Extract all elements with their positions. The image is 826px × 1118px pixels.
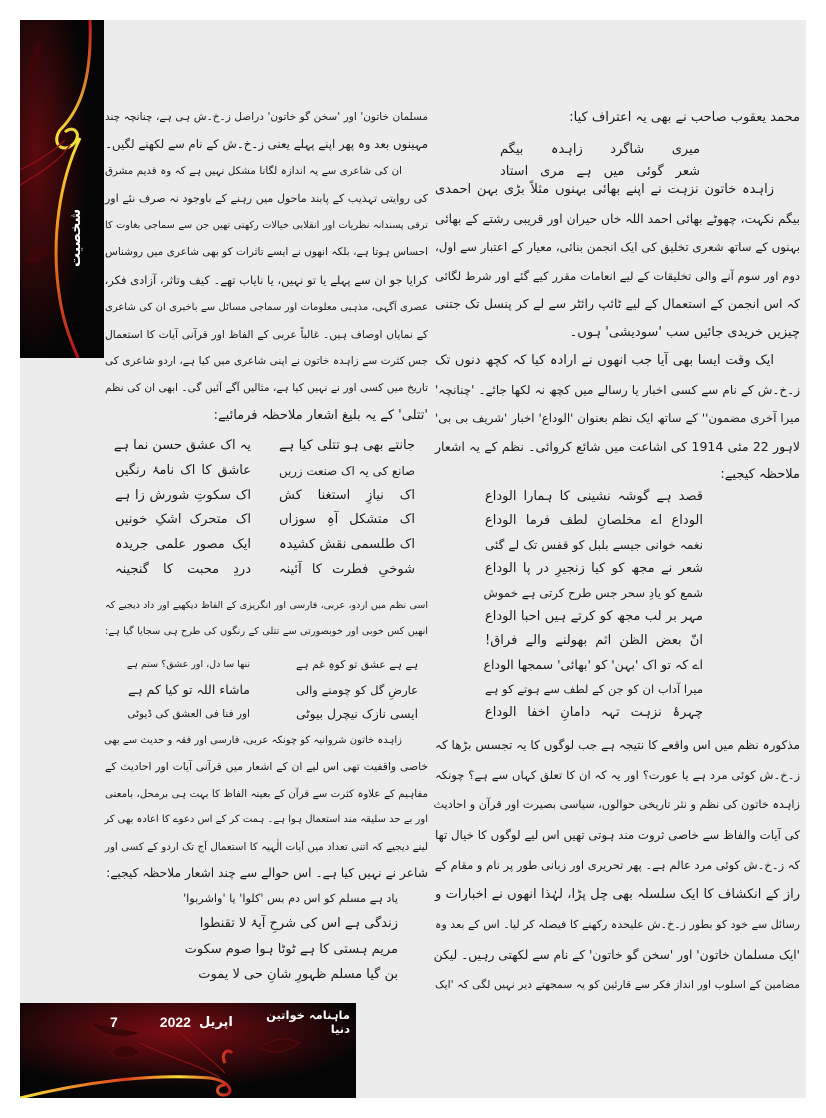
verse-first-hemistich: جانتے بھی ہو تتلی کیا ہے [279, 438, 415, 453]
text-line: دوم اور سوم آنے والی تخلیقات کے لیے انعامات مقرر کیے گئے اور شرط لگائی [435, 268, 800, 283]
verse-line [115, 459, 415, 484]
text-line: راز کے انکشاف کا ایک سلسلہ بھی چل پڑا، لہٰذا انھوں نے اخبارات و [435, 887, 800, 902]
text-line: مفاہیم کے علاوہ کثرت سے قرآن کے بعینہ الفاظ کا بہت ہی برمحل، بامعنی [105, 787, 428, 800]
right-column-poem [485, 485, 703, 725]
left-column-poem-2 [128, 653, 418, 727]
verse-line: میری شاگرد زاہدہ بیگم [500, 142, 700, 157]
section-label: شخصیت [68, 208, 84, 268]
text-line: لینے دیجیے کہ اتنی تعداد میں آیات الٰہیہ کا استعمال آج تک اردو کے کسی اور [105, 840, 428, 853]
verse-first-hemistich: اک طلسمی نقش کشیدہ [279, 537, 415, 553]
text-line: ترقی پسندانہ نظریات اور انقلابی خیالات رکھتی تھیں جن سے سماجی بغاوت کا [105, 220, 428, 232]
verse-line: اے کہ تو اک 'بہن' کو 'بھائی' سمجھا الوداع [483, 657, 703, 672]
verse-second-hemistich: اک متحرک اشکِ خونیں [115, 512, 251, 528]
verse-second-hemistich: ننھا سا دل، اور عشق؟ ستم ہے [126, 659, 250, 670]
right-column-paragraph-1 [435, 176, 800, 490]
left-column-paragraph-1 [105, 104, 428, 429]
text-line: ایک وقت ایسا بھی آیا جب انھوں نے ارادہ کیا کہ کچھ دنوں تک [435, 353, 774, 368]
text-line: عصری آگہی، مذہبی معلومات اور سماجی مسائل سے باخبری ان کی شاعری [105, 301, 428, 313]
verse-line [115, 508, 415, 533]
left-column-poem-3 [180, 886, 398, 987]
verse-line [128, 702, 418, 727]
verse-line: مریم ہستی کا ہے ٹوٹا ہوا صوم سکوت [184, 941, 398, 957]
text-line: زاہدہ خاتون شروانیہ کو چونکہ عربی، فارسی اور فقہ و حدیث سے بھی [103, 735, 402, 746]
verse-first-hemistich: عارضِ گل کو چومنے والی [296, 682, 418, 697]
verse-first-hemistich: شوخیِ فطرت کا آئینہ [279, 561, 415, 577]
text-line: چیزیں خریدی جائیں سب 'سودیشی' ہوں۔ [569, 324, 800, 340]
right-column-paragraph-2 [435, 730, 800, 1000]
text-line: خاصی واقفیت تھی اس لیے ان کے اشعار میں قرآنی آیات اور احادیث کے [105, 760, 428, 774]
text-line: 'تتلی' کے یہ بلیغ اشعار ملاحظہ فرمائیے: [213, 408, 428, 424]
verse-second-hemistich: ایک مصور علمی جریدہ [115, 537, 251, 553]
verse-line: قصد ہے گوشہ نشینی کا ہمارا الوداع [485, 489, 703, 504]
verse-line [115, 558, 415, 583]
verse-second-hemistich: اور فنا فی العشق کی ڈیوٹی [127, 708, 250, 720]
text-line: شاعر نے نہیں کیا ہے۔ اس حوالے سے چند اشعار ملاحظہ کیجیے: [106, 865, 428, 880]
page-number: 7 [110, 1014, 118, 1030]
verse-line: شعر گوئی میں ہے مری استاد [500, 164, 700, 179]
text-line: 'ایک مسلمان خاتون' اور 'سخن گو خاتون' کے نام سے لکھتی رہیں۔ لیکن [433, 948, 800, 962]
text-line: محمد یعقوب صاحب نے بھی یہ اعتراف کیا: [569, 110, 800, 125]
verse-line [128, 678, 418, 703]
verse-line [128, 653, 418, 678]
text-line: میرا آخری مضمون'' کے ساتھ ایک نظم بعنوان 'الوداع' اخبار 'شریف بی بی' [435, 411, 800, 425]
verse-line: زندگی ہے اس کی شرحِ آیۂ لا تقنطوا [199, 916, 398, 932]
verse-first-hemistich: اک متشکل آہِ سوزاں [279, 512, 415, 528]
verse-second-hemistich: اک سکوتِ شورش زا ہے [115, 487, 251, 503]
text-line: مسلمان خاتون' اور 'سخن گو خاتون' دراصل ز۔خ۔ش ہی ہے، چنانچہ چند [105, 111, 428, 123]
issue-year: 2022 [159, 1014, 191, 1030]
verse-line: انّ بعض الظن اثم بھولنے والے فراق! [485, 633, 703, 648]
text-line: ملاحظہ کیجیے: [720, 467, 800, 482]
verse-line: شمع کو یادِ سحر جس طرح کرتی ہے خموش [483, 586, 703, 600]
left-column-poem-1 [115, 434, 415, 583]
text-line: لاہور 22 مئی 1914 کی اشاعت میں شائع کروائی۔ نظم کے یہ اشعار [435, 438, 801, 454]
text-line: رسائل سے خود کو بطور ز۔خ۔ش علیحدہ رکھنے کا فیصلہ کر لیا۔ اس کے بعد وہ [435, 918, 800, 931]
text-line: کے نمایاں اوصاف ہیں۔ غالباً عربی کے الفاظ اور قرآنی آیات کا استعمال [105, 327, 428, 341]
text-line: کرایا جو ان سے پہلے یا تو نہیں، یا نایاب تھے۔ کیف وتاثر، آزادی فکر، [104, 272, 428, 287]
verse-line: یاد ہے مسلم کو اس دم بس 'کلوا' یا 'واشربوا' [183, 892, 398, 905]
verse-second-hemistich: دردِ محبت کا گنجینہ [115, 561, 251, 577]
verse-first-hemistich: ایسی نازک نیچرل بیوٹی [296, 707, 418, 721]
text-line: کہ اس انجمن کے استعمال کے لیے ٹائپ رائٹر سے لے کر پنسل تک جتنی [435, 296, 800, 311]
text-line: اور بے حد سلیقہ مند استعمال ہوا ہے۔ ہمت کر کے اس دعوے کا اعادہ بھی کر [104, 814, 428, 826]
text-line: ز۔خ۔ش کے نام سے کسی اخبار یا رسالے میں کچھ نہ لکھا جائے۔ 'چنانچہ' [435, 382, 800, 397]
text-line: احساس ہوتا ہے، بلکہ انھوں نے ایسے تاثرات کو بھی شاعری میں روشناس [105, 246, 428, 259]
text-line: بہنوں کے ساتھ شعری تخلیق کی ایک انجمن بنائی، معیار کے اعتبار سے اول، [435, 240, 800, 254]
left-column-paragraph-3 [105, 728, 428, 886]
text-line: اسی نظم میں اردو، عربی، فارسی اور انگریزی کے الفاظ دیکھیے اور داد دیجیے کہ [105, 600, 428, 611]
text-line: مذکورہ نظم میں اس واقعے کا نتیجہ ہے جب لوگوں کا یہ تجسس بڑھا کہ [435, 738, 800, 752]
floral-swirl-icon [20, 20, 104, 358]
verse-first-hemistich: اک نیازِ استغنا کش [279, 487, 415, 503]
section-banner [20, 20, 104, 358]
verse-second-hemistich: عاشق کا اک نامۂ رنگیں [115, 462, 251, 478]
verse-line [115, 533, 415, 558]
text-line: کی روایتی تہذیب کے پابند ماحول میں رہنے کے باوجود نہ صرف نئے اور [105, 192, 428, 206]
verse-second-hemistich: ماشاء اللہ تو کیا کم ہے [128, 681, 250, 697]
right-column-intro [435, 107, 800, 129]
verse-line: چہرۂ نزہت تہہ دامانِ اخفا الوداع [485, 705, 703, 720]
verse-first-hemistich: ہے ہے عشق تو کوہِ غم ہے [296, 658, 418, 671]
text-line: بیگم نکہت، چھوٹے بھائی احمد اللہ خاں حیران اور قریبی رشتے کے بھائی [435, 211, 800, 226]
text-line: مضامین کے اسلوب اور انداز فکر سے قارئین کو یہ سمجھتے دیر نہیں لگی کہ 'ایک [435, 978, 800, 991]
verse-line: نغمہ خوانی جیسے بلبل کو قفس تک لے گئی [485, 538, 703, 552]
text-line: جس کثرت سے زاہدہ خاتون نے اپنی شاعری میں کیا ہے، اردو شاعری کی [105, 354, 428, 367]
text-line: زاہدہ خاتون کی نظم و نثر تاریخی حوالوں، سیاسی بصیرت اور قرآن و احادیث [433, 798, 800, 811]
text-line: کی آیات والفاظ سے خاصی ثروت مند ہوتی تھیں اس لیے لوگوں کا خیال تھا [435, 828, 800, 842]
text-line: کہ ز۔خ۔ش کوئی مرد عالم ہے۔ پھر تحریری اور زبانی طور پر نام و مقام کے [434, 858, 800, 872]
left-column-paragraph-2 [105, 593, 428, 645]
text-line: ان کی شاعری سے یہ اندازہ لگانا مشکل نہیں ہے کہ وہ قدیم مشرق [105, 165, 402, 178]
verse-line: مہر بر لب مجھ کو کرتے ہیں احبا الوداع [485, 609, 703, 624]
text-line: مہینوں بعد وہ پھر اپنے پہلے یعنی ز۔خ۔ش کے نام سے لکھنے لگیں۔ [105, 137, 428, 152]
verse-line: میرا آداب ان کو جن کے لطف سے ہوتے کو ہے [485, 682, 703, 696]
verse-line: شعر نے مجھ کو کیا زنجیرِ در پا الوداع [485, 561, 703, 576]
verse-line [115, 434, 415, 459]
verse-line: الوداع اے مخلصانِ لطف فرما الوداع [485, 513, 703, 528]
verse-line [115, 484, 415, 509]
issue-month: اپریل [198, 1014, 233, 1030]
text-line: ز۔خ۔ش کوئی مرد ہے یا عورت؟ اور یہ کہ ان کا تعلق کہاں سے ہے؟ چونکہ [435, 768, 800, 782]
text-line: زاہدہ خاتون نزہت نے اپنے بھائی بہنوں مثلاً بڑی بہن احمدی [435, 182, 774, 197]
footer-info [110, 1008, 350, 1036]
text-line: انھیں کس خوبی اور خوبصورتی سے تتلی کے رنگوں کی طرح ہی سجایا گیا ہے: [105, 626, 428, 637]
magazine-name: ماہنامہ خواتین دنیا [266, 1008, 350, 1036]
verse-first-hemistich: صانع کی یہ اک صنعت زریں [279, 463, 415, 478]
verse-line: بن گیا مسلم ظہورِ شانِ حی لا یموت [198, 966, 398, 982]
verse-second-hemistich: یہ اک عشق حسن نما ہے [113, 438, 251, 453]
text-line: تاریخ میں کسی اور نے نہیں کیا ہے، مثالیں آگے آئیں گی۔ ابھی ان کی نظم [105, 381, 428, 394]
